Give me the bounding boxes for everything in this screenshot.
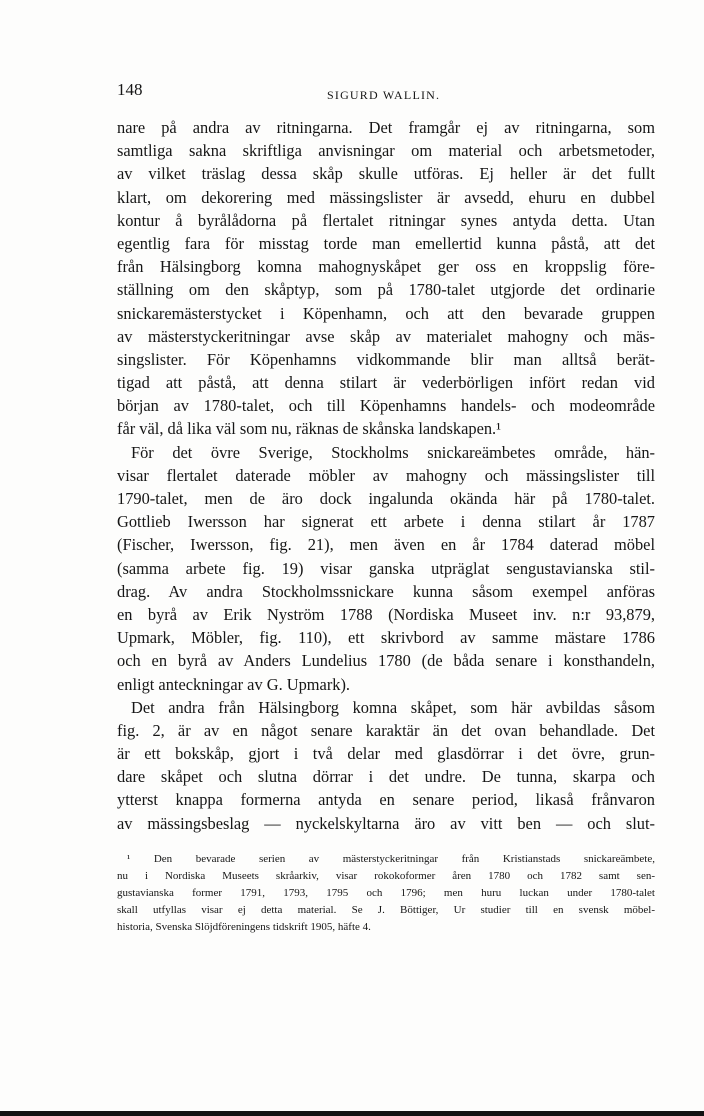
footnote-line: nu i Nordiska Museets skråarkiv, visar rokokoformer åren 1780 och 1782 samt sen- — [117, 870, 655, 882]
footnote-line: gustavianska former 1791, 1793, 1795 och 1796; men huru luckan under 1780-talet — [117, 887, 655, 899]
text-line: (samma arbete fig. 19) visar ganska utpräglat sengustavianska stil- — [117, 558, 655, 578]
text-line: Upmark, Möbler, fig. 110), ett skrivbord av samme mästare 1786 — [117, 628, 655, 648]
text-line: av mästerstyckeritningar avse skåp av materialet mahogny och mäs- — [117, 326, 655, 346]
text-line: visar flertalet daterade möbler av mahogny och mässingslister till — [117, 465, 655, 485]
text-line: snickaremästerstycket i Köpenhamn, och att den bevarade gruppen — [117, 303, 655, 323]
footnote-line: historia, Svenska Slöjdföreningens tidskrift 1905, häfte 4. — [117, 921, 371, 933]
text-line: fig. 2, är av en något senare karaktär än det ovan behandlade. Det — [117, 720, 655, 740]
scan-edge-rule — [0, 1111, 704, 1116]
text-line: kontur å byrålådorna på flertalet ritningar synes antyda detta. Utan — [117, 210, 655, 230]
text-line: (Fischer, Iwersson, fig. 21), men även en år 1784 daterad möbel — [117, 535, 655, 555]
text-line: samtliga sakna skriftliga anvisningar om material och arbetsmetoder, — [117, 141, 655, 161]
text-line: ytterst knappa formerna antyda en senare period, likaså frånvaron — [117, 790, 655, 810]
text-line: får väl, då lika väl som nu, räknas de skånska landskapen.¹ — [117, 419, 502, 439]
footnote — [117, 851, 655, 936]
text-line: klart, om dekorering med mässingslister är avsedd, ehuru en dubbel — [117, 187, 655, 207]
text-line: av vilket träslag dessa skåp skulle utföras. Ej heller är det fullt — [117, 164, 655, 184]
text-line: av mässingsbeslag — nyckelskyltarna äro av vitt ben — och slut- — [117, 813, 655, 833]
footnote-line: ¹ Den bevarade serien av mästerstyckeritningar från Kristianstads snickareämbete, — [127, 853, 655, 865]
text-line: nare på andra av ritningarna. Det framgår ej av ritningarna, som — [117, 118, 655, 137]
text-line: Gottlieb Iwersson har signerat ett arbete i denna stilart år 1787 — [117, 512, 655, 532]
text-line: drag. Av andra Stockholmssnickare kunna såsom exempel anföras — [117, 581, 655, 601]
text-line: och en byrå av Anders Lundelius 1780 (de båda senare i konsthandeln, — [117, 651, 655, 671]
text-line: 1790-talet, men de äro dock ingalunda okända här på 1780-talet. — [117, 489, 655, 508]
page-number: 148 — [117, 80, 143, 99]
running-head: SIGURD WALLIN. — [327, 88, 441, 102]
body-text — [117, 116, 655, 835]
text-line: Det andra från Hälsingborg komna skåpet, som här avbildas såsom — [131, 697, 655, 717]
text-line: enligt anteckningar av G. Upmark). — [117, 674, 351, 694]
text-line: singslister. För Köpenhamns vidkommande blir man alltså berät- — [117, 349, 655, 369]
text-line: från Hälsingborg komna mahognyskåpet ger oss en kroppslig före- — [117, 257, 655, 277]
text-line: För det övre Sverige, Stockholms snickareämbetes område, hän- — [131, 442, 655, 462]
text-line: dare skåpet och slutna dörrar i det undre. De tunna, skarpa och — [117, 767, 655, 787]
text-line: början av 1780-talet, och till Köpenhamns handels- och modeområde — [117, 396, 655, 416]
text-line: egentlig fara för misstag torde man emellertid kunna påstå, att det — [117, 233, 655, 253]
text-line: en byrå av Erik Nyström 1788 (Nordiska Museet inv. n:r 93,879, — [117, 604, 655, 624]
text-line: tigad att påstå, att denna stilart är vederbörligen infört redan vid — [117, 373, 655, 393]
footnote-line: skall utfyllas visar ej detta material. Se J. Böttiger, Ur studier till en svensk möbel- — [117, 904, 655, 916]
text-line: är ett bokskåp, gjort i två delar med glasdörrar i det övre, grun- — [117, 744, 655, 764]
text-line: ställning om den skåptyp, som på 1780-talet utgjorde det ordinarie — [117, 280, 655, 300]
